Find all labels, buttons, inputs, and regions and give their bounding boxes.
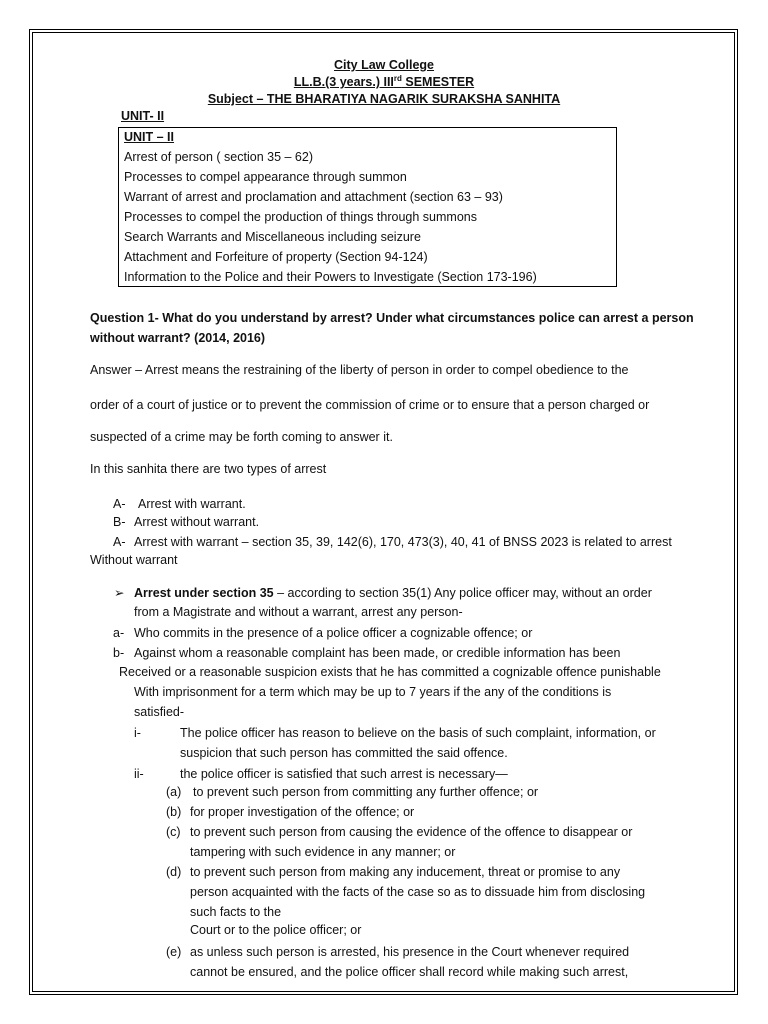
sec35-heading: Arrest under section 35 — [134, 586, 274, 600]
list-marker: a- — [113, 626, 125, 640]
sec35-rest: – according to section 35(1) Any police officer may, without an order — [273, 586, 652, 600]
sub-marker: (a) — [166, 785, 182, 799]
sub-marker: (c) — [166, 825, 181, 839]
sec35-line — [134, 585, 652, 601]
unit-item: Processes to compel appearance through summon — [124, 170, 407, 184]
list-item: Arrest with warrant. — [138, 497, 246, 511]
answer-line: Answer – Arrest means the restraining of the liberty of person in order to compel obedience to the — [90, 363, 629, 377]
types-intro: In this sanhita there are two types of arrest — [90, 462, 327, 476]
sub-text: to prevent such person from committing any further offence; or — [193, 785, 539, 799]
list-item: Arrest without warrant. — [134, 515, 260, 529]
condition-text: suspicion that such person has committed the said offence. — [180, 746, 508, 760]
list-marker: A- — [113, 535, 126, 549]
with-warrant-cont: Without warrant — [90, 553, 178, 567]
unit-label: UNIT- II — [121, 109, 165, 123]
list-marker: A- — [113, 497, 126, 511]
sub-text: for proper investigation of the offence; or — [190, 805, 415, 819]
unit-item: Arrest of person ( section 35 – 62) — [124, 150, 313, 164]
clause-cont: With imprisonment for a term which may be up to 7 years if the any of the conditions is — [134, 685, 612, 699]
sub-marker: (e) — [166, 945, 182, 959]
list-marker: ii- — [134, 767, 144, 781]
arrow-bullet-icon: ➢ — [114, 586, 125, 600]
sub-text: as unless such person is arrested, his presence in the Court whenever required — [190, 945, 630, 959]
list-marker: i- — [134, 726, 141, 740]
condition-text: the police officer is satisfied that such arrest is necessary— — [180, 767, 508, 781]
college-name: City Law College — [333, 58, 435, 72]
subject-title: Subject – THE BHARATIYA NAGARIK SURAKSHA SANHITA — [207, 92, 561, 106]
unit-box-title: UNIT – II — [124, 130, 175, 144]
with-warrant-text: Arrest with warrant – section 35, 39, 142(6), 170, 473(3), 40, 41 of BNSS 2023 is related to arrest — [134, 535, 672, 549]
sub-text: tampering with such evidence in any manner; or — [190, 845, 456, 859]
list-marker: B- — [113, 515, 126, 529]
sec35-line: from a Magistrate and without a warrant, arrest any person- — [134, 605, 463, 619]
sub-text: Court or to the police officer; or — [190, 923, 362, 937]
condition-text: The police officer has reason to believe on the basis of such complaint, information, or — [180, 726, 656, 740]
sub-text: to prevent such person from making any inducement, threat or promise to any — [190, 865, 621, 879]
course-suffix: SEMESTER — [401, 75, 475, 89]
clause-cont: satisfied- — [134, 705, 185, 719]
course-title — [0, 74, 768, 90]
sub-text: person acquainted with the facts of the case so as to dissuade him from disclosing — [190, 885, 646, 899]
clause-text: Against whom a reasonable complaint has been made, or credible information has been — [134, 646, 621, 660]
course-prefix: LL.B.(3 years.) III — [293, 75, 394, 89]
answer-line: order of a court of justice or to prevent the commission of crime or to ensure that a person charged or — [90, 398, 650, 412]
clause-text: Who commits in the presence of a police officer a cognizable offence; or — [134, 626, 533, 640]
unit-item: Search Warrants and Miscellaneous including seizure — [124, 230, 421, 244]
sub-marker: (b) — [166, 805, 182, 819]
clause-cont: Received or a reasonable suspicion exists that he has committed a cognizable offence punishable — [119, 665, 661, 679]
sub-marker: (d) — [166, 865, 182, 879]
sub-text: to prevent such person from causing the evidence of the offence to disappear or — [190, 825, 633, 839]
unit-item: Attachment and Forfeiture of property (Section 94-124) — [124, 250, 428, 264]
question-line: Question 1- What do you understand by arrest? Under what circumstances police can arrest a person — [90, 311, 694, 325]
sub-text: cannot be ensured, and the police officer shall record while making such arrest, — [190, 965, 629, 979]
unit-item: Information to the Police and their Powers to Investigate (Section 173-196) — [124, 270, 537, 284]
answer-line: suspected of a crime may be forth coming to answer it. — [90, 430, 393, 444]
unit-item: Warrant of arrest and proclamation and attachment (section 63 – 93) — [124, 190, 503, 204]
sub-text: such facts to the — [190, 905, 282, 919]
question-line: without warrant? (2014, 2016) — [90, 331, 266, 345]
unit-item: Processes to compel the production of things through summons — [124, 210, 477, 224]
list-marker: b- — [113, 646, 125, 660]
course-sup: rd — [393, 73, 402, 83]
